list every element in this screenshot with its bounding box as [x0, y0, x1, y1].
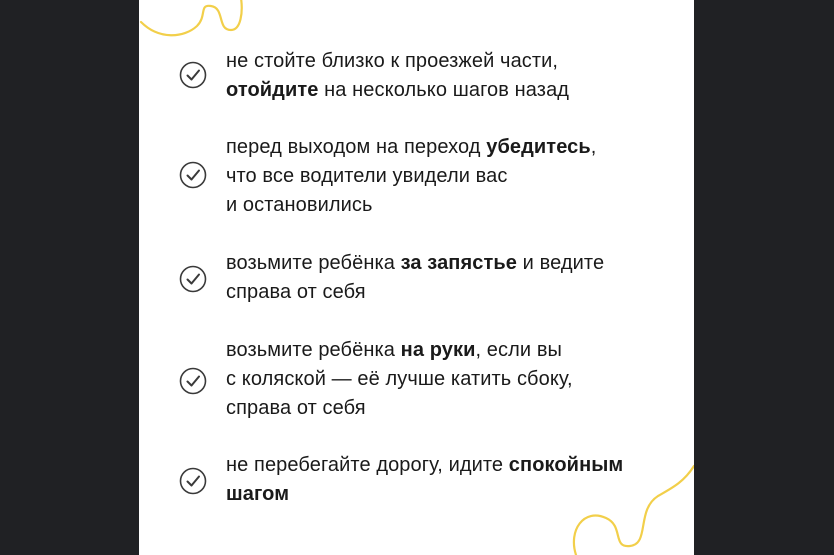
text-segment: , — [590, 136, 597, 158]
text-segment: справа от себя — [226, 397, 366, 419]
text-segment: справа от себя — [226, 281, 366, 303]
checklist-item-text — [226, 47, 679, 105]
text-segment: перед выходом на переход — [226, 136, 487, 158]
text-segment: , если вы — [475, 339, 563, 361]
text-line — [226, 451, 679, 480]
text-segment: что все водители увидели вас — [226, 165, 508, 187]
text-segment: с коляской — её лучше катить сбоку, — [226, 368, 573, 390]
text-line — [226, 278, 679, 307]
check-circle-icon — [179, 61, 207, 89]
text-line — [226, 336, 679, 365]
checklist-item-text — [226, 133, 679, 220]
check-circle-icon — [179, 161, 207, 189]
text-line — [226, 47, 679, 76]
check-circle-icon — [179, 467, 207, 495]
checklist-item-text — [226, 336, 679, 423]
content-card — [139, 0, 694, 555]
text-segment: и остановились — [226, 194, 373, 216]
check-circle-icon — [179, 367, 207, 395]
emphasis-text: на руки — [400, 339, 476, 361]
text-line — [226, 162, 679, 191]
emphasis-text: спокойным — [508, 454, 624, 476]
text-segment: на несколько шагов назад — [318, 79, 570, 101]
text-line — [226, 249, 679, 278]
emphasis-text: отойдите — [226, 79, 319, 101]
emphasis-text: шагом — [226, 483, 290, 505]
text-line — [226, 480, 679, 509]
text-segment: и ведите — [517, 252, 605, 274]
emphasis-text: за запястье — [400, 252, 517, 274]
text-line — [226, 394, 679, 423]
checklist-item-text — [226, 451, 679, 509]
check-circle-icon — [179, 265, 207, 293]
text-line — [226, 191, 679, 220]
text-line — [226, 76, 679, 105]
text-segment: возьмите ребёнка — [226, 339, 401, 361]
text-line — [226, 365, 679, 394]
checklist-item-text — [226, 249, 679, 307]
emphasis-text: убедитесь — [486, 136, 591, 158]
text-segment: не стойте близко к проезжей части, — [226, 50, 559, 72]
text-segment: возьмите ребёнка — [226, 252, 401, 274]
text-line — [226, 133, 679, 162]
text-segment: не перебегайте дорогу, идите — [226, 454, 509, 476]
